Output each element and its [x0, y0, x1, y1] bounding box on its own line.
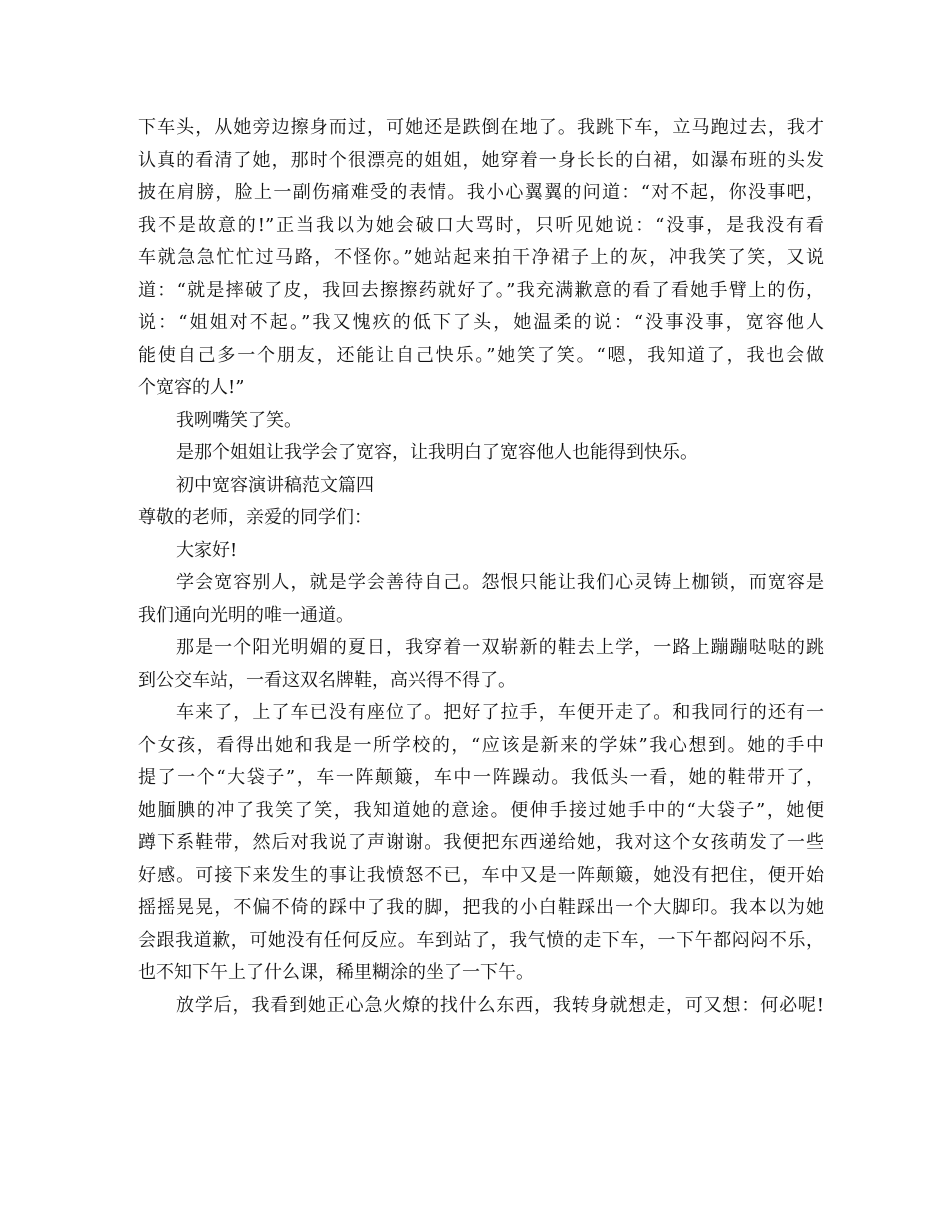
text-line: 个宽容的人!”: [138, 377, 245, 398]
text-line: 蹲下系鞋带，然后对我说了声谢谢。我便把东西递给她，我对这个女孩萌发了一些: [138, 832, 824, 853]
text-line: 下车头，从她旁边擦身而过，可她还是跌倒在地了。我跳下车，立马跑过去，我才: [138, 117, 824, 138]
text-line: 放学后，我看到她正心急火燎的找什么东西，我转身就想走，可又想：何必呢!: [176, 994, 824, 1016]
text-line: 学会宽容别人，就是学会善待自己。怨恨只能让我们心灵铸上枷锁，而宽容是: [176, 572, 824, 593]
text-line: 那是一个阳光明媚的夏日，我穿着一双崭新的鞋去上学，一路上蹦蹦哒哒的跳: [176, 637, 824, 658]
text-line: 初中宽容演讲稿范文篇四: [176, 474, 374, 496]
text-line: 大家好!: [176, 539, 238, 561]
text-line: 说：“姐姐对不起。”我又愧疚的低下了头，她温柔的说：“没事没事，宽容他人: [138, 312, 824, 333]
text-line: 会跟我道歉，可她没有任何反应。车到站了，我气愤的走下车，一下午都闷闷不乐，: [138, 929, 824, 951]
document-body: [138, 112, 824, 1022]
text-line: 我不是故意的!”正当我以为她会破口大骂时，只听见她说：“没事，是我没有看: [138, 214, 824, 236]
text-line: 能使自己多一个朋友，还能让自己快乐。”她笑了笑。“嗯，我知道了，我也会做: [138, 344, 824, 366]
text-line: 我们通向光明的唯一通道。: [138, 604, 354, 626]
text-line: 她腼腆的冲了我笑了笑，我知道她的意途。便伸手接过她手中的“大袋子”，她便: [138, 799, 824, 821]
text-line: 摇摇晃晃，不偏不倚的踩中了我的脚，把我的小白鞋踩出一个大脚印。我本以为她: [138, 897, 824, 918]
text-line: 也不知下午上了什么课，稀里糊涂的坐了一下午。: [138, 962, 534, 983]
text-line: 是那个姐姐让我学会了宽容，让我明白了宽容他人也能得到快乐。: [176, 442, 698, 463]
text-line: 好感。可接下来发生的事让我愤怒不已，车中又是一阵颠簸，她没有把住，便开始: [138, 864, 824, 886]
text-line: 我咧嘴笑了笑。: [176, 409, 302, 431]
text-line: 尊敬的老师，亲爱的同学们：: [138, 507, 372, 528]
text-line: 提了一个“大袋子”，车一阵颠簸，车中一阵躁动。我低头一看，她的鞋带开了，: [138, 767, 824, 788]
text-line: 到公交车站，一看这双名牌鞋，高兴得不得了。: [138, 669, 516, 691]
text-line: 车就急急忙忙过马路，不怪你。”她站起来拍干净裙子上的灰，冲我笑了笑，又说: [138, 247, 824, 268]
text-line: 道：“就是摔破了皮，我回去擦擦药就好了。”我充满歉意的看了看她手臂上的伤，: [138, 279, 824, 301]
text-line: 披在肩膀，脸上一副伤痛难受的表情。我小心翼翼的问道：“对不起，你没事吧，: [138, 182, 824, 203]
text-line: 认真的看清了她，那时个很漂亮的姐姐，她穿着一身长长的白裙，如瀑布班的头发: [138, 149, 824, 171]
text-line: 个女孩，看得出她和我是一所学校的，“应该是新来的学妹”我心想到。她的手中: [138, 734, 824, 756]
text-line: 车来了，上了车已没有座位了。把好了拉手，车便开走了。和我同行的还有一: [176, 702, 824, 723]
